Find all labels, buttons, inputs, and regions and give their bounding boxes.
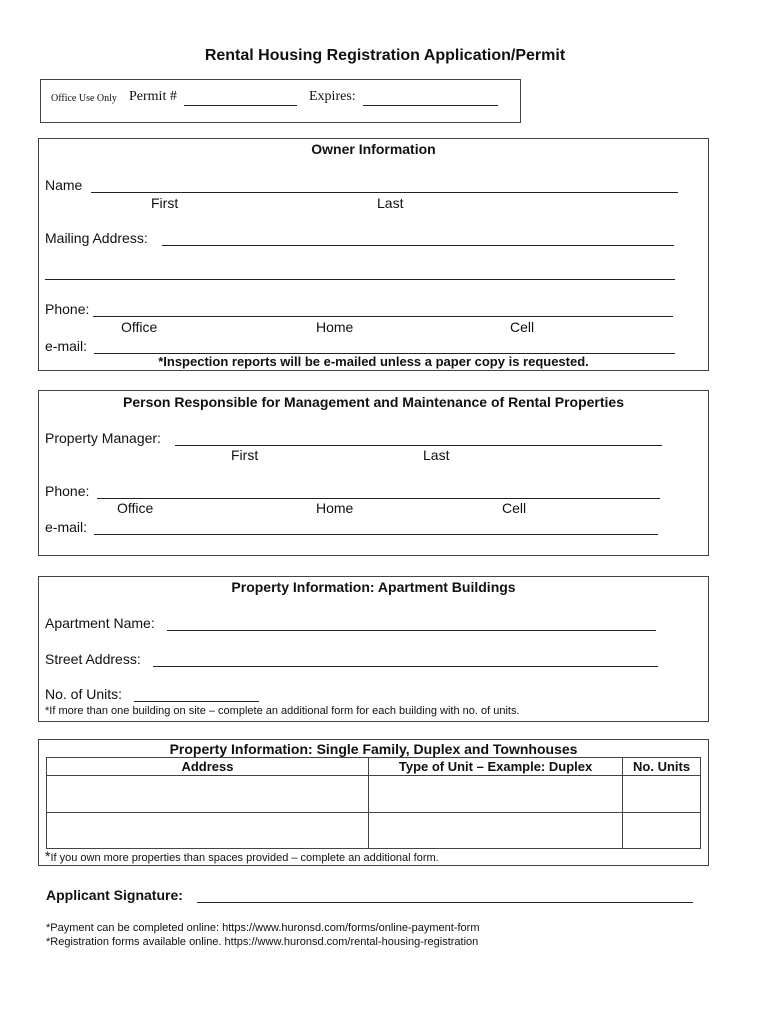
- manager-home-caption: Home: [316, 500, 354, 516]
- table-row: [47, 776, 701, 813]
- manager-last-caption: Last: [423, 447, 450, 463]
- owner-phone-label: Phone:: [45, 301, 90, 317]
- owner-last-caption: Last: [377, 195, 404, 211]
- expires-label: Expires:: [309, 89, 356, 104]
- street-address-label: Street Address:: [45, 651, 141, 667]
- properties-table: [46, 757, 701, 849]
- table-row: [47, 813, 701, 849]
- office-use-label: Office Use Only: [51, 93, 117, 104]
- apartment-name-label: Apartment Name:: [45, 615, 155, 631]
- permit-label: Permit #: [129, 89, 177, 104]
- owner-name-field[interactable]: [91, 192, 678, 193]
- owner-heading: Owner Information: [311, 141, 436, 157]
- column-header-units: No. Units: [623, 758, 701, 776]
- owner-email-label: e-mail:: [45, 338, 88, 354]
- manager-phone-label: Phone:: [45, 483, 90, 499]
- manager-email-field[interactable]: [94, 534, 658, 535]
- type-cell[interactable]: [368, 776, 622, 813]
- column-header-address: Address: [47, 758, 369, 776]
- manager-cell-caption: Cell: [502, 500, 527, 516]
- units-cell[interactable]: [623, 813, 701, 849]
- page-title: Rental Housing Registration Application/Permit: [204, 47, 566, 64]
- apartment-name-field[interactable]: [167, 630, 656, 631]
- signature-field[interactable]: [197, 902, 693, 903]
- office-use-box: [40, 79, 521, 123]
- manager-section: [38, 390, 709, 556]
- owner-home-caption: Home: [316, 319, 354, 335]
- manager-first-caption: First: [231, 447, 259, 463]
- manager-heading: Person Responsible for Management and Maintenance of Rental Properties: [123, 394, 624, 410]
- single-family-heading: Property Information: Single Family, Duplex and Townhouses: [169, 741, 578, 757]
- owner-office-caption: Office: [121, 319, 158, 335]
- property-manager-label: Property Manager:: [45, 430, 161, 446]
- address-cell[interactable]: [47, 813, 369, 849]
- payment-note: *Payment can be completed online: https://www.huronsd.com/forms/online-payment-form: [46, 922, 480, 934]
- type-cell[interactable]: [368, 813, 622, 849]
- units-label: No. of Units:: [45, 686, 123, 702]
- column-header-type: Type of Unit – Example: Duplex: [368, 758, 622, 776]
- table-header-row: [47, 758, 701, 776]
- manager-office-caption: Office: [117, 500, 154, 516]
- owner-first-caption: First: [151, 195, 179, 211]
- units-cell[interactable]: [623, 776, 701, 813]
- apartment-note: *If more than one building on site – complete an additional form for each building with no. of units.: [45, 705, 520, 717]
- apartment-heading: Property Information: Apartment Buildings: [231, 579, 516, 595]
- permit-field[interactable]: [184, 105, 297, 106]
- property-manager-field[interactable]: [175, 445, 662, 446]
- owner-phone-field[interactable]: [93, 316, 673, 317]
- address-cell[interactable]: [47, 776, 369, 813]
- mailing-label: Mailing Address:: [45, 230, 148, 246]
- name-label: Name: [45, 177, 83, 193]
- manager-email-label: e-mail:: [45, 519, 88, 535]
- note-star: *: [45, 848, 51, 864]
- units-field[interactable]: [134, 701, 259, 702]
- street-address-field[interactable]: [153, 666, 658, 667]
- apartment-section: [38, 576, 709, 722]
- manager-phone-field[interactable]: [97, 498, 660, 499]
- expires-field[interactable]: [363, 105, 498, 106]
- owner-cell-caption: Cell: [510, 319, 535, 335]
- mailing-field[interactable]: [162, 245, 674, 246]
- registration-note: *Registration forms available online. https://www.huronsd.com/rental-housing-registration: [46, 936, 479, 948]
- inspection-note: *Inspection reports will be e-mailed unless a paper copy is requested.: [158, 354, 589, 369]
- note-text: If you own more properties than spaces provided – complete an additional form.: [50, 852, 439, 864]
- owner-section: [38, 138, 709, 371]
- single-family-note: [45, 848, 439, 866]
- signature-label: Applicant Signature:: [46, 887, 183, 903]
- mailing-field-line-2[interactable]: [45, 279, 675, 280]
